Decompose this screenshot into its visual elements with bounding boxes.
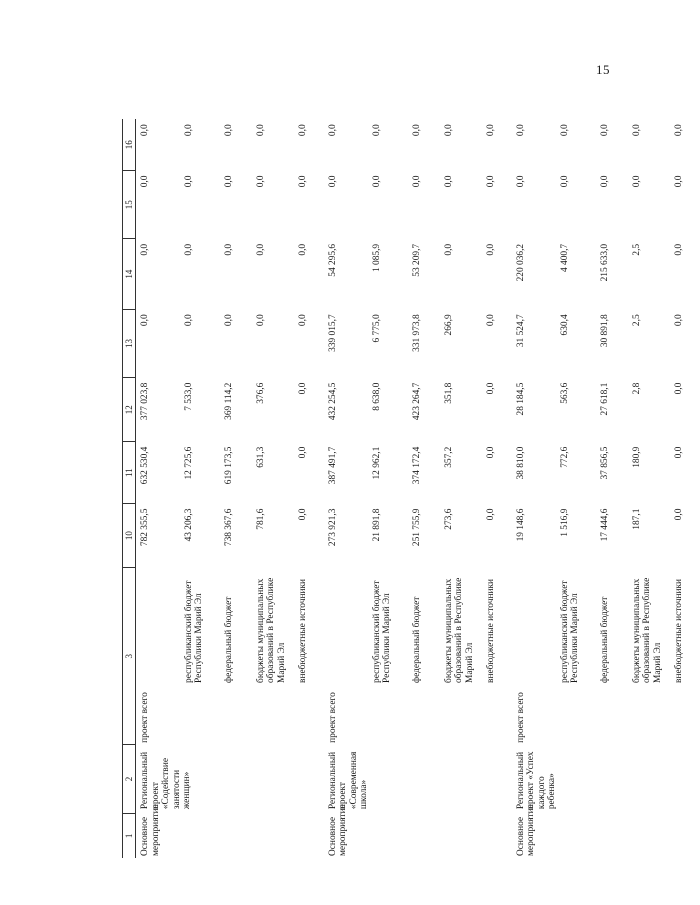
- value-cell: 0,0: [485, 382, 496, 395]
- funding-source-label: республиканский бюджет Республики Марий Эл: [183, 580, 205, 683]
- value-cell: 339 015,7: [327, 314, 338, 352]
- value-cell: 0,0: [297, 382, 308, 395]
- value-cell: 0,0: [673, 508, 684, 521]
- column-header: 16: [123, 119, 136, 170]
- column-header: 11: [123, 442, 136, 504]
- value-cell: 2,5: [631, 243, 642, 256]
- value-cell: 0,0: [559, 124, 570, 137]
- value-cell: 376,6: [255, 382, 266, 404]
- table-row: [294, 68, 324, 858]
- value-cell: 0,0: [673, 175, 684, 188]
- value-cell: 0,0: [183, 243, 194, 256]
- value-cell: 19 148,6: [515, 508, 526, 542]
- value-cell: 0,0: [297, 314, 308, 327]
- value-cell: 563,6: [559, 382, 570, 404]
- value-cell: 0,0: [140, 314, 150, 327]
- value-cell: 432 254,5: [327, 382, 338, 421]
- column-header: 3: [123, 568, 136, 745]
- value-cell: 369 114,2: [223, 382, 234, 420]
- value-cell: 0,0: [515, 175, 526, 188]
- value-cell: 53 209,7: [411, 243, 422, 277]
- project-total-label: [596, 683, 628, 745]
- project-name-cell: Региональный проект «Успех каждого ребенка»: [515, 751, 558, 810]
- project-total-label: [556, 683, 596, 745]
- value-cell: 357,2: [443, 446, 454, 468]
- funding-source-label: бюджеты муниципальных образований в Республике Марий Эл: [255, 577, 287, 683]
- project-total-label: [180, 683, 220, 745]
- value-cell: 273 921,3: [327, 508, 338, 547]
- value-cell: 0,0: [327, 124, 338, 137]
- value-cell: 630,4: [559, 314, 570, 336]
- value-cell: 273,6: [443, 508, 454, 530]
- column-header: 2: [123, 745, 136, 813]
- table-row: [136, 68, 180, 858]
- value-cell: 781,6: [255, 508, 266, 530]
- funding-source-label: федеральный бюджет: [599, 596, 610, 683]
- value-cell: 0,0: [183, 124, 194, 137]
- value-cell: 180,9: [631, 446, 642, 468]
- table-row: [512, 68, 556, 858]
- rotated-table-container: [122, 68, 684, 858]
- value-cell: 17 444,6: [599, 508, 610, 542]
- value-cell: 28 184,5: [515, 382, 526, 416]
- value-cell: 0,0: [599, 124, 610, 137]
- value-cell: 0,0: [443, 124, 454, 137]
- value-cell: 0,0: [255, 175, 266, 188]
- value-cell: 0,0: [673, 314, 684, 327]
- value-cell: 0,0: [673, 243, 684, 256]
- value-cell: 266,9: [443, 314, 454, 336]
- funding-source-label: внебюджетные источники: [485, 578, 496, 683]
- table-row: [368, 68, 408, 858]
- column-header: 10: [123, 504, 136, 568]
- column-number-row: [123, 68, 136, 858]
- project-total-label: [440, 683, 482, 745]
- value-cell: 2,5: [631, 314, 642, 327]
- table-body: [136, 68, 700, 858]
- value-cell: 1 085,9: [371, 243, 382, 273]
- value-cell: 4 400,7: [559, 243, 570, 273]
- funding-source-label: внебюджетные источники: [297, 578, 308, 683]
- project-total-label: [368, 683, 408, 745]
- value-cell: 27 618,1: [599, 382, 610, 416]
- funding-source-label: [324, 568, 368, 683]
- project-total-label: [670, 683, 700, 745]
- value-cell: 0,0: [673, 446, 684, 459]
- value-cell: 377 023,8: [140, 382, 150, 421]
- value-cell: 0,0: [255, 124, 266, 137]
- funding-source-label: [136, 568, 180, 683]
- value-cell: 31 524,7: [515, 314, 526, 348]
- value-cell: 0,0: [631, 175, 642, 188]
- value-cell: 0,0: [485, 175, 496, 188]
- table-row: [408, 68, 440, 858]
- value-cell: 0,0: [223, 243, 234, 256]
- value-cell: 0,0: [297, 124, 308, 137]
- table-row: [596, 68, 628, 858]
- value-cell: 0,0: [371, 124, 382, 137]
- funding-source-label: республиканский бюджет Республики Марий Эл: [371, 580, 393, 683]
- value-cell: 351,8: [443, 382, 454, 404]
- value-cell: 631,3: [255, 446, 266, 468]
- table-row: [482, 68, 512, 858]
- value-cell: 0,0: [223, 175, 234, 188]
- value-cell: 0,0: [327, 175, 338, 188]
- project-total-label: [252, 683, 294, 745]
- value-cell: 0,0: [599, 175, 610, 188]
- value-cell: 0,0: [485, 314, 496, 327]
- value-cell: 0,0: [515, 124, 526, 137]
- table-row: [220, 68, 252, 858]
- column-header: 15: [123, 171, 136, 239]
- table-row: [556, 68, 596, 858]
- value-cell: 12 725,6: [183, 446, 194, 480]
- value-cell: 0,0: [371, 175, 382, 188]
- project-name-cell: Региональный проект «Современная школа»: [327, 751, 370, 810]
- value-cell: 1 516,9: [559, 508, 570, 537]
- funding-source-label: республиканский бюджет Республики Марий Эл: [559, 580, 581, 683]
- value-cell: 782 355,5: [140, 508, 150, 547]
- activity-type-cell: Основное мероприятие: [140, 804, 161, 856]
- project-name-cell: Региональный проект «Содействие занятости женщин»: [140, 751, 193, 810]
- value-cell: 187,1: [631, 508, 642, 530]
- value-cell: 0,0: [140, 243, 150, 256]
- funding-source-label: [512, 568, 556, 683]
- table-row: [440, 68, 482, 858]
- project-total-label: проект всего: [327, 692, 338, 743]
- value-cell: 0,0: [223, 314, 234, 327]
- table-row: [180, 68, 220, 858]
- value-cell: 0,0: [559, 175, 570, 188]
- value-cell: 374 172,4: [411, 446, 422, 485]
- value-cell: 0,0: [297, 175, 308, 188]
- value-cell: 619 173,5: [223, 446, 234, 485]
- value-cell: 0,0: [631, 124, 642, 137]
- value-cell: 6 775,0: [371, 314, 382, 343]
- funding-source-label: внебюджетные источники: [673, 578, 684, 683]
- funding-source-label: федеральный бюджет: [223, 596, 234, 683]
- page-number: 15: [596, 62, 610, 77]
- budget-table: [122, 68, 700, 858]
- column-header: 14: [123, 239, 136, 309]
- activity-type-cell: Основное мероприятие: [515, 804, 537, 856]
- value-cell: 0,0: [673, 124, 684, 137]
- value-cell: 38 810,0: [515, 446, 526, 480]
- value-cell: 8 638,0: [371, 382, 382, 411]
- value-cell: 0,0: [183, 175, 194, 188]
- table-row: [252, 68, 294, 858]
- value-cell: 0,0: [443, 243, 454, 256]
- value-cell: 7 533,0: [183, 382, 194, 411]
- value-cell: 12 962,1: [371, 446, 382, 480]
- value-cell: 0,0: [673, 382, 684, 395]
- funding-source-label: федеральный бюджет: [411, 596, 422, 683]
- value-cell: 0,0: [443, 175, 454, 188]
- project-total-label: проект всего: [140, 692, 150, 743]
- value-cell: 0,0: [255, 243, 266, 256]
- value-cell: 0,0: [411, 124, 422, 137]
- project-total-label: [482, 683, 512, 745]
- value-cell: 220 036,2: [515, 243, 526, 282]
- value-cell: 0,0: [485, 124, 496, 137]
- value-cell: 772,6: [559, 446, 570, 468]
- value-cell: 0,0: [297, 446, 308, 459]
- value-cell: 0,0: [255, 314, 266, 327]
- value-cell: 0,0: [297, 243, 308, 256]
- value-cell: 423 264,7: [411, 382, 422, 421]
- value-cell: 43 206,3: [183, 508, 194, 542]
- value-cell: 0,0: [485, 446, 496, 459]
- funding-source-label: бюджеты муниципальных образований в Республике Марий Эл: [631, 577, 663, 683]
- value-cell: 251 755,9: [411, 508, 422, 547]
- value-cell: 0,0: [140, 175, 150, 188]
- value-cell: 0,0: [411, 175, 422, 188]
- value-cell: 632 530,4: [140, 446, 150, 485]
- value-cell: 331 973,8: [411, 314, 422, 352]
- value-cell: 54 295,6: [327, 243, 338, 277]
- project-total-label: [628, 683, 670, 745]
- value-cell: 0,0: [297, 508, 308, 521]
- value-cell: 0,0: [485, 243, 496, 256]
- value-cell: 30 891,8: [599, 314, 610, 348]
- project-total-label: [220, 683, 252, 745]
- table-row: [670, 68, 700, 858]
- column-header: 12: [123, 378, 136, 442]
- column-header: 13: [123, 309, 136, 377]
- value-cell: 215 633,0: [599, 243, 610, 282]
- value-cell: 387 491,7: [327, 446, 338, 485]
- project-total-label: [294, 683, 324, 745]
- table-row: [324, 68, 368, 858]
- value-cell: 21 891,8: [371, 508, 382, 542]
- value-cell: 738 367,6: [223, 508, 234, 547]
- value-cell: 0,0: [223, 124, 234, 137]
- value-cell: 2,8: [631, 382, 642, 395]
- activity-type-cell: Основное мероприятие: [327, 804, 349, 856]
- column-header: 1: [123, 813, 136, 858]
- value-cell: 0,0: [183, 314, 194, 327]
- table-row: [628, 68, 670, 858]
- project-total-label: [408, 683, 440, 745]
- value-cell: 0,0: [140, 124, 150, 137]
- value-cell: 0,0: [485, 508, 496, 521]
- value-cell: 37 856,5: [599, 446, 610, 480]
- project-total-label: проект всего: [515, 692, 526, 743]
- funding-source-label: бюджеты муниципальных образований в Республике Марий Эл: [443, 577, 475, 683]
